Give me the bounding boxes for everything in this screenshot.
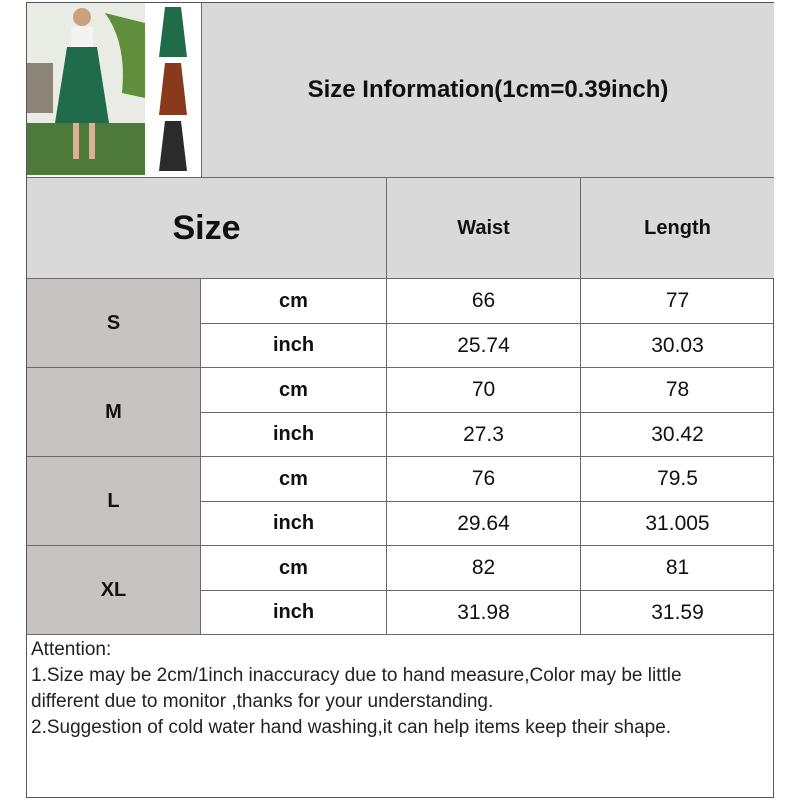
- size-label-m: M: [27, 368, 200, 456]
- unit-cm: cm: [279, 467, 308, 490]
- swatch-column: [145, 3, 201, 175]
- attention-line: different due to monitor ,thanks for your understanding.: [31, 691, 494, 712]
- waist-inch-s: 25.74: [457, 333, 510, 357]
- product-photo: [27, 3, 145, 175]
- length-inch-l: 31.005: [645, 511, 710, 535]
- divider: [27, 177, 774, 178]
- unit-inch: inch: [272, 423, 315, 445]
- waist-cm-xl: 82: [471, 556, 496, 579]
- waist-inch-l: 29.64: [457, 511, 510, 535]
- divider: [200, 279, 201, 634]
- skirt-swatches-icon: [145, 3, 201, 175]
- length-column-header: Length: [581, 178, 774, 278]
- size-information-title: Size Information(1cm=0.39inch): [202, 3, 774, 177]
- divider: [386, 178, 387, 634]
- divider: [201, 501, 774, 502]
- waist-cm-l: 76: [471, 467, 496, 490]
- waist-cm-m: 70: [471, 378, 496, 401]
- waist-cm-s: 66: [471, 289, 496, 312]
- unit-cm: cm: [279, 556, 308, 579]
- unit-cm: cm: [279, 378, 308, 401]
- size-label-xl: XL: [27, 546, 200, 634]
- size-label-l: L: [27, 457, 200, 545]
- length-cm-m: 78: [665, 378, 690, 401]
- length-inch-m: 30.42: [651, 422, 704, 446]
- divider: [27, 545, 774, 546]
- length-cm-xl: 81: [665, 556, 690, 579]
- length-cm-l: 79.5: [657, 467, 698, 490]
- waist-inch-xl: 31.98: [457, 600, 510, 624]
- unit-inch: inch: [272, 334, 315, 356]
- attention-heading: Attention:: [31, 639, 112, 660]
- waist-column-header: Waist: [387, 178, 580, 278]
- size-column-header: Size: [27, 178, 386, 278]
- divider: [201, 3, 202, 177]
- size-chart: [26, 2, 774, 798]
- waist-inch-m: 27.3: [463, 422, 504, 446]
- unit-cm: cm: [279, 289, 308, 312]
- model-photo-icon: [27, 3, 145, 175]
- divider: [27, 456, 774, 457]
- attention-line: 1.Size may be 2cm/1inch inaccuracy due to hand measure,Color may be little: [31, 665, 682, 686]
- length-cm-s: 77: [665, 289, 690, 312]
- length-inch-xl: 31.59: [651, 600, 704, 624]
- divider: [201, 323, 774, 324]
- divider: [27, 634, 774, 635]
- size-label-s: S: [27, 279, 200, 367]
- divider: [580, 178, 581, 634]
- length-inch-s: 30.03: [651, 333, 704, 357]
- divider: [201, 590, 774, 591]
- unit-inch: inch: [272, 601, 315, 623]
- divider: [201, 412, 774, 413]
- attention-line: 2.Suggestion of cold water hand washing,it can help items keep their shape.: [31, 717, 672, 738]
- divider: [27, 278, 774, 279]
- attention-notes: [31, 637, 771, 741]
- divider: [27, 367, 774, 368]
- unit-inch: inch: [272, 512, 315, 534]
